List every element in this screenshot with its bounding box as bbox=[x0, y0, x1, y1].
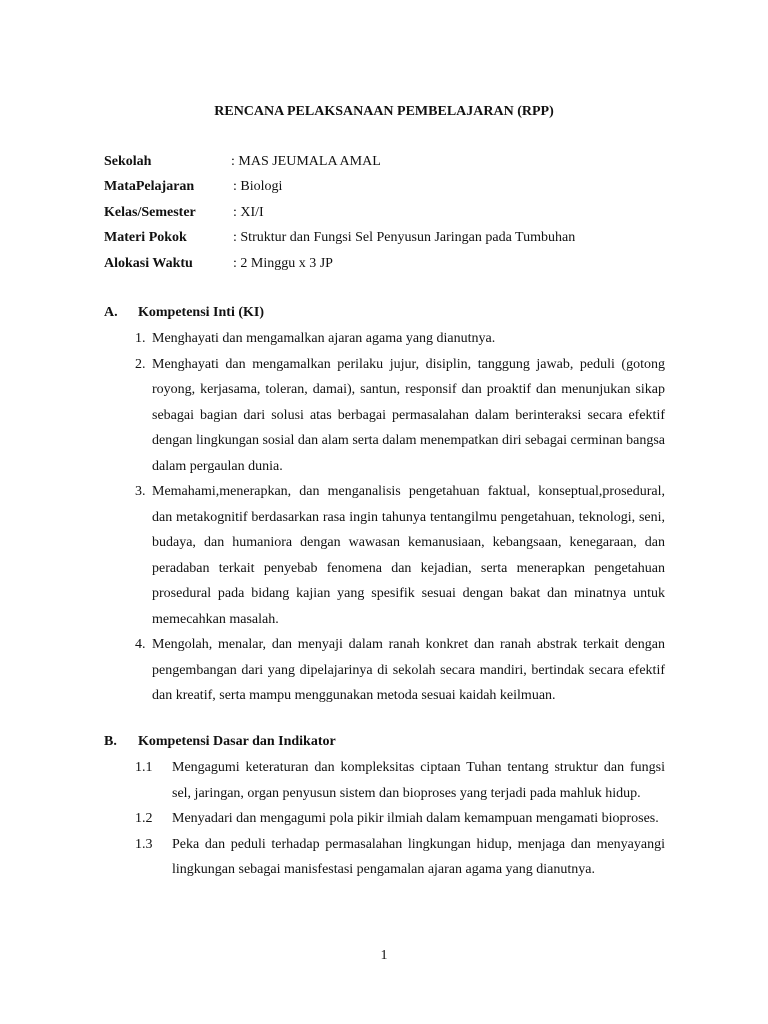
item-number: 4. bbox=[135, 637, 146, 652]
item-text: Menyadari dan mengagumi pola pikir ilmiah dalam kemampuan mengamati bioproses. bbox=[172, 811, 659, 826]
meta-label: MataPelajaran bbox=[104, 179, 195, 194]
document-title: RENCANA PELAKSANAAN PEMBELAJARAN (RPP) bbox=[214, 104, 554, 119]
item-text: Menghayati dan mengamalkan ajaran agama yang dianutnya. bbox=[152, 331, 496, 346]
section-title: Kompetensi Inti (KI) bbox=[138, 305, 264, 320]
item-text: Menghayati dan mengamalkan perilaku jujur, disiplin, tanggung jawab, peduli (gotong royong, kerjasama, toleran, damai), santun, responsif dan proaktif dan menunjukan sikap sebagai bagian dari solusi atas berbagai permasalahan dalam berinteraksi secara efektif dengan lingkungan sosial dan alam serta dalam menempatkan diri sebagai cerminan bangsa dalam pergaulan dunia. bbox=[152, 356, 665, 474]
meta-label: Sekolah bbox=[104, 154, 152, 169]
meta-label: Kelas/Semester bbox=[104, 205, 196, 220]
list-item bbox=[135, 632, 665, 709]
list-item bbox=[135, 832, 665, 883]
item-text: Memahami,menerapkan, dan menganalisis pengetahuan faktual, konseptual,prosedural, dan metakognitif berdasarkan rasa ingin tahunya tentangilmu pengetahuan, teknologi, seni, budaya, dan humaniora dengan wawasan kemanusiaan, kebangsaan, kenegaraan, dan peradaban terkait penyebab fenomena dan kejadian, serta menerapkan pengetahuan prosedural pada bidang kajian yang spesifik sesuai dengan bakat dan minatnya untuk memecahkan masalah. bbox=[152, 484, 665, 627]
list-item bbox=[135, 352, 665, 480]
section-title: Kompetensi Dasar dan Indikator bbox=[138, 734, 336, 749]
list-item bbox=[135, 479, 665, 632]
list-item bbox=[135, 755, 665, 806]
item-text: Mengolah, menalar, dan menyaji dalam ranah konkret dan ranah abstrak terkait dengan pengembangan dari yang dipelajarinya di sekolah secara mandiri, bertindak secara efektif dan kreatif, serta mampu menggunakan metoda sesuai kaidah keilmuan. bbox=[152, 637, 665, 703]
section-letter: B. bbox=[104, 734, 117, 749]
item-text: Peka dan peduli terhadap permasalahan lingkungan hidup, menjaga dan menyayangi lingkungan sebagai manisfestasi pengamalan ajaran agama yang dianutnya. bbox=[172, 836, 665, 877]
meta-label: Materi Pokok bbox=[104, 230, 187, 245]
page-number: 1 bbox=[380, 948, 388, 963]
meta-value: : 2 Minggu x 3 JP bbox=[233, 256, 333, 271]
item-text: Mengagumi keteraturan dan kompleksitas ciptaan Tuhan tentang struktur dan fungsi sel, jaringan, organ penyusun sistem dan bioproses yang terjadi pada mahluk hidup. bbox=[172, 760, 665, 801]
list-item bbox=[135, 806, 665, 832]
section-letter: A. bbox=[104, 305, 118, 320]
meta-value: : XI/I bbox=[233, 205, 264, 220]
item-number: 1.1 bbox=[135, 760, 153, 775]
meta-value: : Struktur dan Fungsi Sel Penyusun Jaringan pada Tumbuhan bbox=[233, 230, 576, 245]
item-number: 1.3 bbox=[135, 836, 153, 852]
item-number: 1.2 bbox=[135, 811, 153, 826]
list-item bbox=[135, 326, 665, 352]
item-number: 3. bbox=[135, 484, 146, 499]
item-number: 1. bbox=[135, 331, 146, 346]
meta-value: : MAS JEUMALA AMAL bbox=[231, 154, 381, 169]
kompetensi-dasar-list bbox=[135, 755, 665, 883]
kompetensi-inti-list bbox=[135, 326, 665, 709]
meta-label: Alokasi Waktu bbox=[104, 256, 193, 271]
meta-value: : Biologi bbox=[233, 179, 283, 194]
item-number: 2. bbox=[135, 356, 146, 372]
